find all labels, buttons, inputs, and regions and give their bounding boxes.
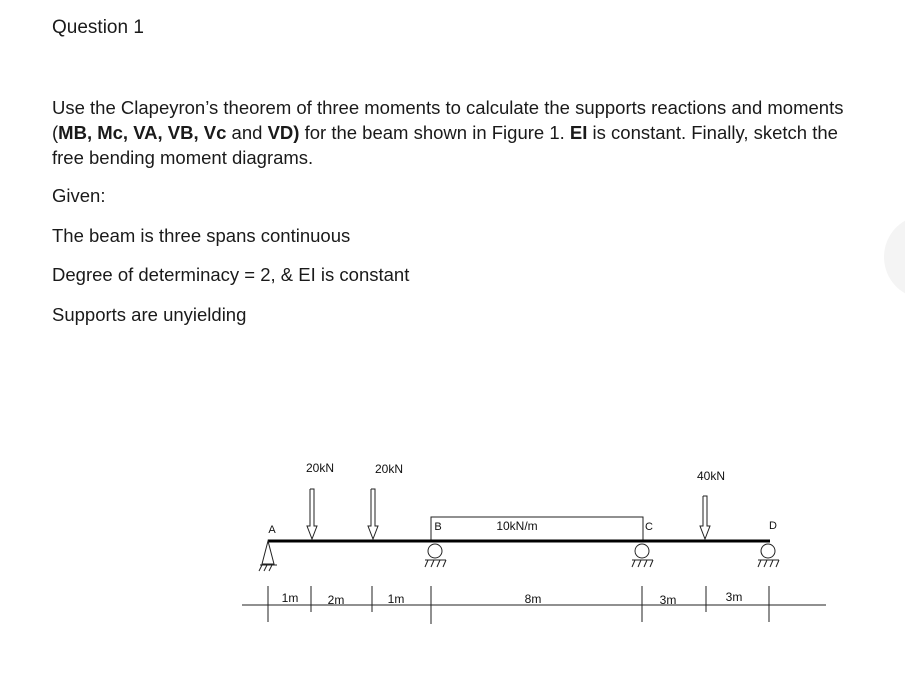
load-arrow-1 <box>307 489 317 539</box>
support-a <box>259 541 277 571</box>
load-arrow-2 <box>368 489 378 539</box>
unknown-vd: VD) <box>267 122 300 143</box>
support-c <box>632 544 653 567</box>
support-label-b: B <box>434 521 442 533</box>
ei-term: EI <box>569 122 588 143</box>
support-label-a: A <box>268 524 276 536</box>
question-text-part: for the beam shown in Figure 1. <box>299 122 570 143</box>
support-label-d: D <box>769 520 777 532</box>
question-text-part: and <box>226 122 268 143</box>
load-label-3: 40kN <box>696 469 726 483</box>
dimension-label-3: 1m <box>387 592 405 606</box>
question-text-part: Use the Clapeyron’s theorem of three moments to calculate the supports reactions and moments ( <box>52 97 844 143</box>
support-d <box>758 544 779 567</box>
dimension-label-2: 2m <box>327 593 345 607</box>
dimension-label-6: 3m <box>725 590 743 604</box>
dimension-label-4: 8m <box>524 592 542 606</box>
given-item-2: Degree of determinacy = 2, & EI is constant <box>52 264 410 285</box>
given-item-3: Supports are unyielding <box>52 304 247 325</box>
question-title: Question 1 <box>52 17 144 38</box>
dimension-label-5: 3m <box>659 593 677 607</box>
dimension-label-1: 1m <box>281 591 299 605</box>
given-label: Given: <box>52 185 106 206</box>
support-b <box>425 544 446 567</box>
udl-label: 10kN/m <box>496 519 538 533</box>
load-label-1: 20kN <box>305 461 335 475</box>
given-item-1: The beam is three spans continuous <box>52 225 351 246</box>
unknowns-list: MB, Mc, VA, VB, Vc <box>58 122 227 143</box>
support-label-c: C <box>645 521 653 533</box>
question-text-part: is constant. Finally, sketch the free bending moment diagrams. <box>52 122 838 168</box>
load-label-2: 20kN <box>374 462 404 476</box>
load-arrow-3 <box>700 496 710 539</box>
